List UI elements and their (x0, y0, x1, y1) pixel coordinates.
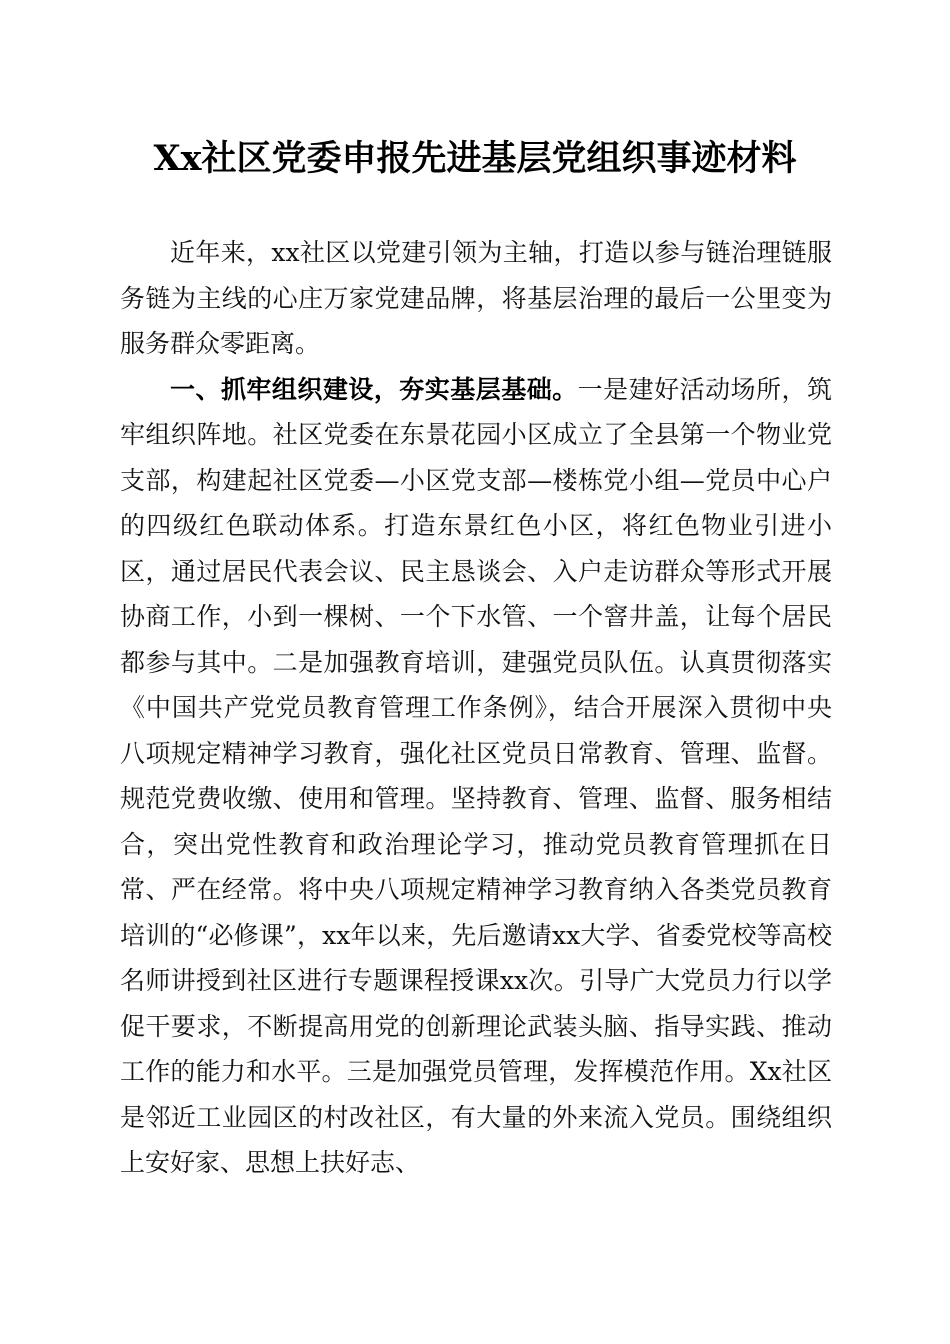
document-title: Xx社区党委申报先进基层党组织事迹材料 (153, 138, 797, 179)
section-one-paragraph (120, 367, 832, 1186)
document-body (120, 230, 832, 1186)
section-one-text: 一是建好活动场所，筑牢组织阵地。社区党委在东景花园小区成立了全县第一个物业党支部，构建起社区党委—小区党支部—楼栋党小组—党员中心户的四级红色联动体系。打造东景红色小区，将红色物业引进小区，通过居民代表会议、民主恳谈会、入户走访群众等形式开展协商工作，小到一棵树、一个下水管、一个窨井盖，让每个居民都参与其中。二是加强教育培训，建强党员队伍。认真贯彻落实《中国共产党党员教育管理工作条例》，结合开展深入贯彻中央八项规定精神学习教育，强化社区党员日常教育、管理、监督。规范党费收缴、使用和管理。坚持教育、管理、监督、服务相结合，突出党性教育和政治理论学习，推动党员教育管理抓在日常、严在经常。将中央八项规定精神学习教育纳入各类党员教育培训的“必修课”，xx年以来，先后邀请xx大学、省委党校等高校名师讲授到社区进行专题课程授课xx次。引导广大党员力行以学促干要求，不断提高用党的创新理论武装头脑、指导实践、推动工作的能力和水平。三是加强党员管理，发挥模范作用。Xx社区是邻近工业园区的村改社区，有大量的外来流入党员。围绕组织上安好家、思想上扶好志、 (120, 374, 832, 1177)
section-one-heading: 一、抓牢组织建设，夯实基层基础。 (170, 374, 578, 404)
intro-paragraph (120, 230, 832, 367)
intro-paragraph-text: 近年来，xx社区以党建引领为主轴，打造以参与链治理链服务链为主线的心庄万家党建品牌，将基层治理的最后一公里变为服务群众零距离。 (120, 238, 832, 358)
